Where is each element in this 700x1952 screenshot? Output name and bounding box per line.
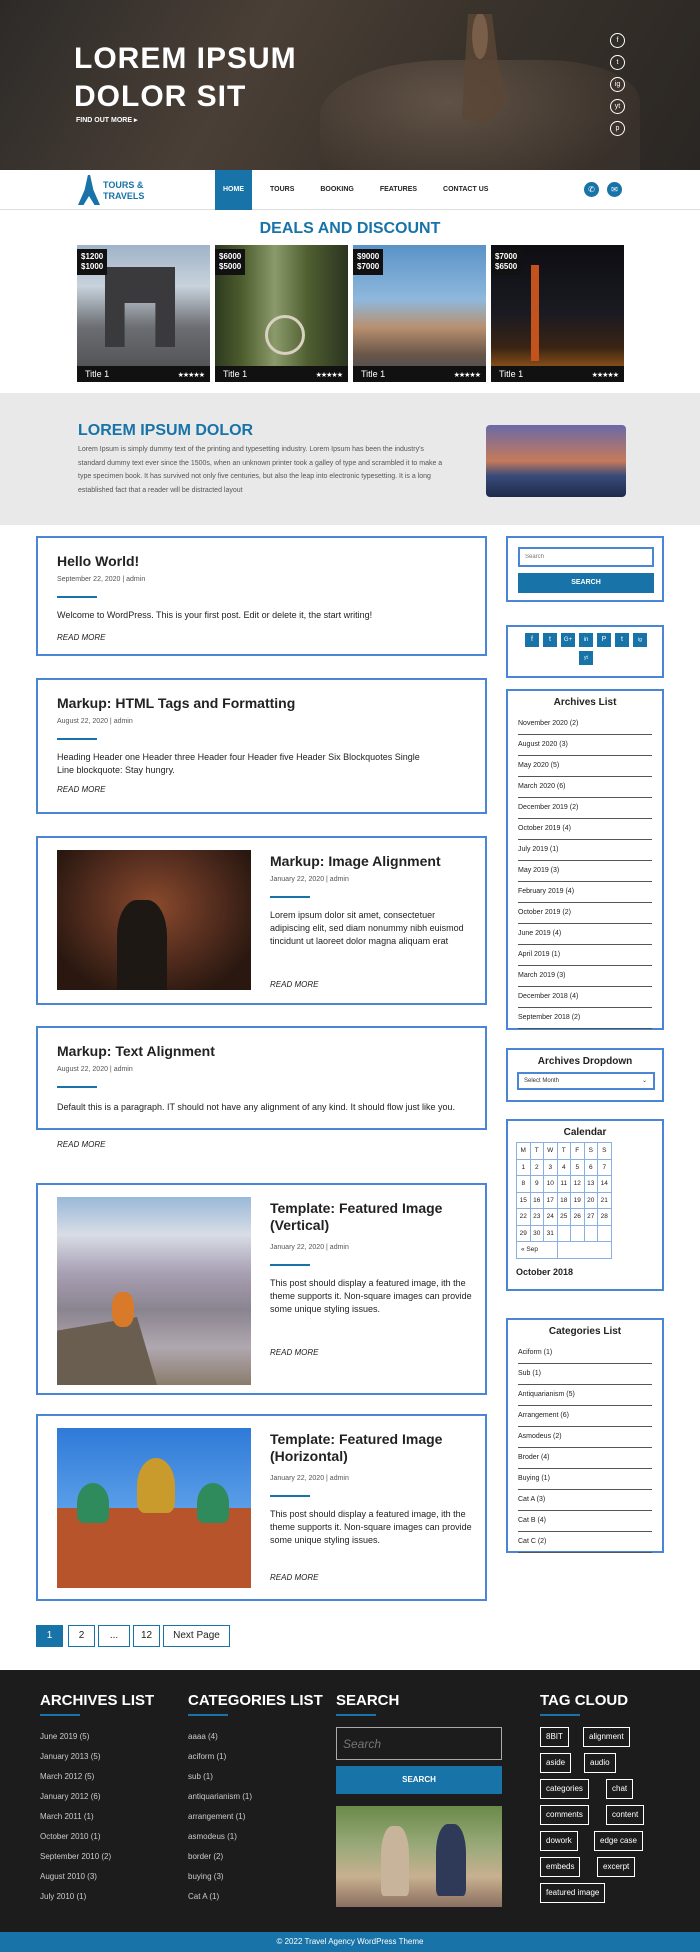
archive-link[interactable]: July 2019 (1) [518,840,652,861]
traveler-figure-shape [436,1824,466,1896]
twitter-icon[interactable]: t [610,55,625,70]
google-plus-icon[interactable]: G+ [561,633,575,647]
calendar-day: 23 [530,1209,544,1226]
weekday-label: W [544,1143,558,1160]
eiffel-tower-logo-icon[interactable] [78,175,100,205]
footer-category-link[interactable]: aciform (1) [188,1752,227,1761]
calendar-week-row [517,1192,612,1209]
linkedin-icon[interactable]: in [579,633,593,647]
archives-dropdown-widget [506,1048,664,1102]
social-widget [506,625,664,678]
calendar-day: 27 [584,1209,598,1226]
intro-title: LOREM IPSUM DOLOR [78,422,254,439]
nav-item-contact[interactable]: CONTACT US [443,186,489,193]
footer-archive-link[interactable]: January 2012 (6) [40,1792,101,1801]
calendar-nav-row [517,1242,612,1259]
tag-link[interactable]: audio [584,1753,616,1773]
nav-item-tours[interactable]: TOURS [270,186,295,193]
star-rating-icon: ★★★★★ [315,372,342,379]
read-more-link[interactable]: READ MORE [57,633,106,642]
footer-archives-list [40,1732,111,1912]
nav-item-features[interactable]: FEATURES [379,186,418,193]
hero-social-icons [610,33,627,143]
calendar-day: 4 [557,1159,571,1176]
calendar-day: 11 [557,1176,571,1193]
facebook-icon[interactable]: f [610,33,625,48]
calendar-day: 22 [517,1209,531,1226]
next-page-button[interactable]: Next Page [163,1625,230,1647]
footer-category-link[interactable]: aaaa (4) [188,1732,218,1741]
footer-category-link[interactable]: border (2) [188,1852,224,1861]
footer-archive-link[interactable]: October 2010 (1) [40,1832,101,1841]
archive-link[interactable]: March 2020 (6) [518,777,652,798]
category-link[interactable]: Cat C (2) [518,1532,652,1553]
weekday-label: M [517,1143,531,1160]
calendar-day: 2 [530,1159,544,1176]
categories-title: Categories List [548,1326,622,1337]
deal-card[interactable] [215,245,348,382]
archive-link[interactable]: September 2018 (2) [518,1008,652,1029]
tag-link[interactable]: edge case [594,1831,643,1851]
calendar-day: 9 [530,1176,544,1193]
deal-title: Title 1 [77,366,210,382]
calendar-day: 16 [530,1192,544,1209]
post-thumbnail[interactable] [57,850,251,990]
post-excerpt: This post should display a featured image, ith the theme supports it. Non-square images can provide some unique styling issues. [270,1509,472,1545]
category-link[interactable]: Cat A (3) [518,1490,652,1511]
archives-month-select[interactable]: Select Month ⌄ [517,1072,655,1090]
footer-search-button[interactable]: SEARCH [336,1766,502,1794]
archive-link[interactable]: October 2019 (2) [518,903,652,924]
category-link[interactable]: Arrangement (6) [518,1406,652,1427]
copyright-bar: © 2022 Travel Agency WordPress Theme [0,1932,700,1952]
calendar-week-row [517,1225,612,1242]
post-excerpt: This post should display a featured image, ith the theme supports it. Non-square images can provide some unique styling issues. [270,1278,472,1314]
tag-link[interactable]: excerpt [597,1857,635,1877]
archive-link[interactable]: November 2020 (2) [518,714,652,735]
nav-item-booking[interactable]: BOOKING [320,186,354,193]
calendar-day: 31 [544,1225,558,1242]
sidebar-search-input[interactable] [518,547,654,567]
page-2-button[interactable]: 2 [68,1625,95,1647]
calendar-day: 26 [571,1209,585,1226]
tumblr-icon[interactable]: t [615,633,629,647]
hero-banner [0,0,700,170]
category-link[interactable]: Sub (1) [518,1364,652,1385]
tag-link[interactable]: chat [606,1779,633,1799]
calendar-day: 30 [530,1225,544,1242]
title-underline [57,596,97,598]
post-title[interactable]: Markup: Text Alignment [57,1043,215,1059]
bicycle-wheel-shape [265,315,305,355]
calendar-day: 28 [598,1209,612,1226]
calendar-nav-empty [557,1242,611,1259]
site-logo-text[interactable]: TOURS & TRAVELS [103,180,145,201]
footer-title-underline [188,1714,228,1716]
nav-item-home[interactable]: HOME [215,170,252,210]
page-12-button[interactable]: 12 [133,1625,160,1647]
page-1-button[interactable]: 1 [36,1625,63,1647]
post-excerpt: Lorem ipsum dolor sit amet, consectetuer adipiscing elit, sed diam nonummy nibh euismod tincidunt ut laoreet dolor magna aliquam erat [270,910,464,946]
read-more-link[interactable]: READ MORE [270,1573,319,1582]
post-card [36,678,487,814]
calendar-day: 21 [598,1192,612,1209]
star-rating-icon: ★★★★★ [591,372,618,379]
page-ellipsis: ... [98,1625,130,1647]
sidebar-social-icons [523,633,649,665]
footer-archive-link[interactable]: September 2010 (2) [40,1852,112,1861]
category-link[interactable]: Asmodeus (2) [518,1427,652,1448]
archive-link[interactable]: October 2019 (4) [518,819,652,840]
calendar-title: Calendar [563,1127,607,1138]
footer-title-underline [336,1714,376,1716]
tower-bridge-image [486,425,626,497]
footer-category-link[interactable]: antiquarianism (1) [188,1792,253,1801]
post-meta: August 22, 2020 | admin [57,718,133,725]
post-card [36,1183,487,1395]
bridge-tower-shape [531,265,539,361]
tag-link[interactable]: dowork [540,1831,578,1851]
arch-image-shape [105,267,175,347]
calendar-day: 20 [584,1192,598,1209]
footer-search-title: SEARCH [336,1692,400,1709]
archives-list [518,714,652,1029]
calendar-day: 1 [517,1159,531,1176]
footer-tags-title: TAG CLOUD [540,1692,629,1709]
title-underline [57,738,97,740]
footer-categories-title: CATEGORIES LIST [188,1692,323,1709]
read-more-link[interactable]: READ MORE [270,980,319,989]
archive-link[interactable]: February 2019 (4) [518,882,652,903]
tag-link[interactable]: categories [540,1779,589,1799]
post-card [36,836,487,1005]
title-underline [270,896,310,898]
footer-category-link[interactable]: asmodeus (1) [188,1832,237,1841]
footer-title-underline [540,1714,580,1716]
onion-dome-shape [77,1483,109,1523]
calendar-day: 7 [598,1159,612,1176]
deal-price: $9000 $7000 [353,249,383,275]
youtube-icon[interactable]: yt [610,99,625,114]
youtube-icon[interactable]: yt [579,651,593,665]
category-link[interactable]: Antiquarianism (5) [518,1385,652,1406]
post-meta: January 22, 2020 | admin [270,876,349,883]
mail-icon[interactable]: ✉ [607,182,622,197]
weekday-label: S [584,1143,598,1160]
post-excerpt: Welcome to WordPress. This is your first post. Edit or delete it, the start writing! [57,610,373,620]
post-meta: September 22, 2020 | admin [57,576,146,583]
read-more-link[interactable]: READ MORE [57,1140,106,1149]
archive-link[interactable]: August 2020 (3) [518,735,652,756]
archive-link[interactable]: June 2019 (4) [518,924,652,945]
deal-title: Title 1 [215,366,348,382]
calendar-widget [506,1119,664,1291]
archive-link[interactable]: May 2020 (5) [518,756,652,777]
hiker-figure-shape [112,1292,134,1327]
footer-title-underline [40,1714,80,1716]
archive-link[interactable]: December 2019 (2) [518,798,652,819]
site-footer [0,1670,700,1932]
calendar-day: 6 [584,1159,598,1176]
post-meta: January 22, 2020 | admin [270,1475,349,1482]
category-link[interactable]: Buying (1) [518,1469,652,1490]
post-excerpt: Heading Header one Header three Header four Header five Header Six Blockquotes Single Line blockquote: Stay hungry. [57,752,420,775]
tag-link[interactable]: alignment [583,1727,630,1747]
calendar-day: 8 [517,1176,531,1193]
weekday-label: T [557,1143,571,1160]
deal-price: $7000 $6500 [491,249,521,275]
post-card [36,1026,487,1149]
footer-categories-list [188,1732,252,1912]
archive-link[interactable]: December 2018 (4) [518,987,652,1008]
category-link[interactable]: Aciform (1) [518,1343,652,1364]
calendar-day [571,1225,585,1242]
calendar-prev-link[interactable]: « Sep [517,1242,558,1259]
tag-link[interactable]: 8BIT [540,1727,569,1747]
post-title[interactable]: Template: Featured Image (Horizontal) [270,1431,443,1464]
category-link[interactable]: Cat B (4) [518,1511,652,1532]
archive-link[interactable]: March 2019 (3) [518,966,652,987]
footer-category-link[interactable]: Cat A (1) [188,1892,220,1901]
nav-menu [215,170,506,210]
onion-dome-shape [197,1483,229,1523]
footer-category-link[interactable]: buying (3) [188,1872,224,1881]
calendar-day: 24 [544,1209,558,1226]
chevron-down-icon: ⌄ [641,1078,647,1084]
post-card [36,536,487,656]
calendar-month-caption: October 2018 [516,1267,574,1277]
tag-link[interactable]: featured image [540,1883,605,1903]
weekday-label: T [530,1143,544,1160]
footer-search-input[interactable] [336,1727,502,1760]
calendar-day: 15 [517,1192,531,1209]
post-thumbnail[interactable] [57,1428,251,1588]
main-navigation [0,170,700,210]
traveler-figure-shape [381,1826,409,1896]
read-more-link[interactable]: READ MORE [57,785,106,794]
sidebar-search-button[interactable]: SEARCH [518,573,654,593]
intro-text: Lorem Ipsum is simply dummy text of the printing and typesetting industry. Lorem Ipsum has been the industry's standard dummy text ever since the 1500s, when an unknown printer took a galley of type and scrambled it to make a type specimen book. It has survived not only five centuries, but also the leap into electronic typesetting. It is a long established fact that a reader will be distracted layout [78,446,443,494]
calendar-day: 3 [544,1159,558,1176]
weekday-label: S [598,1143,612,1160]
footer-archives-title: ARCHIVES LIST [40,1692,155,1709]
star-rating-icon: ★★★★★ [177,372,204,379]
facebook-icon[interactable]: f [525,633,539,647]
post-thumbnail[interactable] [57,1197,251,1385]
pinterest-icon[interactable]: p [610,121,625,136]
calendar-day: 10 [544,1176,558,1193]
calendar-day: 29 [517,1225,531,1242]
cliff-rock-shape [57,1317,157,1385]
post-excerpt: Default this is a paragraph. IT should not have any alignment of any kind. It should flow just like you. [57,1102,456,1112]
calendar-day: 25 [557,1209,571,1226]
archive-link[interactable]: April 2019 (1) [518,945,652,966]
pinterest-icon[interactable]: P [597,633,611,647]
title-underline [270,1495,310,1497]
hero-title: LOREM IPSUM DOLOR SIT [74,42,297,113]
footer-category-link[interactable]: arrangement (1) [188,1812,246,1821]
tag-link[interactable]: embeds [540,1857,580,1877]
hiker-figure-shape [117,900,167,990]
instagram-icon[interactable]: ig [610,77,625,92]
deal-card[interactable] [77,245,210,382]
tag-link[interactable]: comments [540,1805,589,1825]
footer-travelers-image [336,1806,502,1907]
title-underline [57,1086,97,1088]
deals-title: DEALS AND DISCOUNT [259,220,441,237]
calendar-day: 13 [584,1176,598,1193]
calendar-table [516,1142,612,1259]
calendar-day [598,1225,612,1242]
weekday-label: F [571,1143,585,1160]
deal-title: Title 1 [353,366,486,382]
post-title[interactable]: Markup: Image Alignment [270,853,441,869]
post-card [36,1414,487,1601]
calendar-day: 5 [571,1159,585,1176]
categories-widget [506,1318,664,1553]
calendar-day [584,1225,598,1242]
instagram-icon[interactable]: ig [633,633,647,647]
archives-title: Archives List [553,697,617,708]
find-out-more-link[interactable]: FIND OUT MORE ▸ [76,117,138,124]
twitter-icon[interactable]: t [543,633,557,647]
calendar-head-row [517,1143,612,1160]
footer-archive-link[interactable]: August 2010 (3) [40,1872,97,1881]
post-title[interactable]: Hello World! [57,553,140,569]
categories-list [518,1343,652,1553]
post-title[interactable]: Markup: HTML Tags and Formatting [57,695,296,711]
star-rating-icon: ★★★★★ [453,372,480,379]
calendar-day: 19 [571,1192,585,1209]
archive-link[interactable]: May 2019 (3) [518,861,652,882]
tag-link[interactable]: content [606,1805,644,1825]
post-title[interactable]: Template: Featured Image (Vertical) [270,1200,443,1233]
calendar-day: 14 [598,1176,612,1193]
post-meta: January 22, 2020 | admin [270,1244,349,1251]
search-widget [506,536,664,602]
tag-link[interactable]: aside [540,1753,571,1773]
calendar-day: 12 [571,1176,585,1193]
category-link[interactable]: Broder (4) [518,1448,652,1469]
footer-archive-link[interactable]: January 2013 (5) [40,1752,101,1761]
footer-archive-link[interactable]: March 2012 (5) [40,1772,95,1781]
calendar-week-row [517,1176,612,1193]
archives-widget [506,689,664,1030]
post-meta: August 22, 2020 | admin [57,1066,133,1073]
calendar-week-row [517,1159,612,1176]
onion-dome-shape [137,1458,175,1513]
calendar-day: 17 [544,1192,558,1209]
footer-category-link[interactable]: sub (1) [188,1772,213,1781]
title-underline [270,1264,310,1266]
archives-dropdown-title: Archives Dropdown [537,1056,633,1067]
intro-section [0,393,700,525]
read-more-link[interactable]: READ MORE [270,1348,319,1357]
footer-archive-link[interactable]: June 2019 (5) [40,1732,90,1741]
deal-card[interactable] [353,245,486,382]
footer-archive-link[interactable]: March 2011 (1) [40,1812,94,1821]
phone-icon[interactable]: ✆ [584,182,599,197]
deal-price: $1200 $1000 [77,249,107,275]
calendar-day [557,1225,571,1242]
deal-title: Title 1 [491,366,624,382]
calendar-day: 18 [557,1192,571,1209]
footer-archive-link[interactable]: July 2010 (1) [40,1892,87,1901]
deal-price: $6000 $5000 [215,249,245,275]
calendar-week-row [517,1209,612,1226]
deal-card[interactable] [491,245,624,382]
